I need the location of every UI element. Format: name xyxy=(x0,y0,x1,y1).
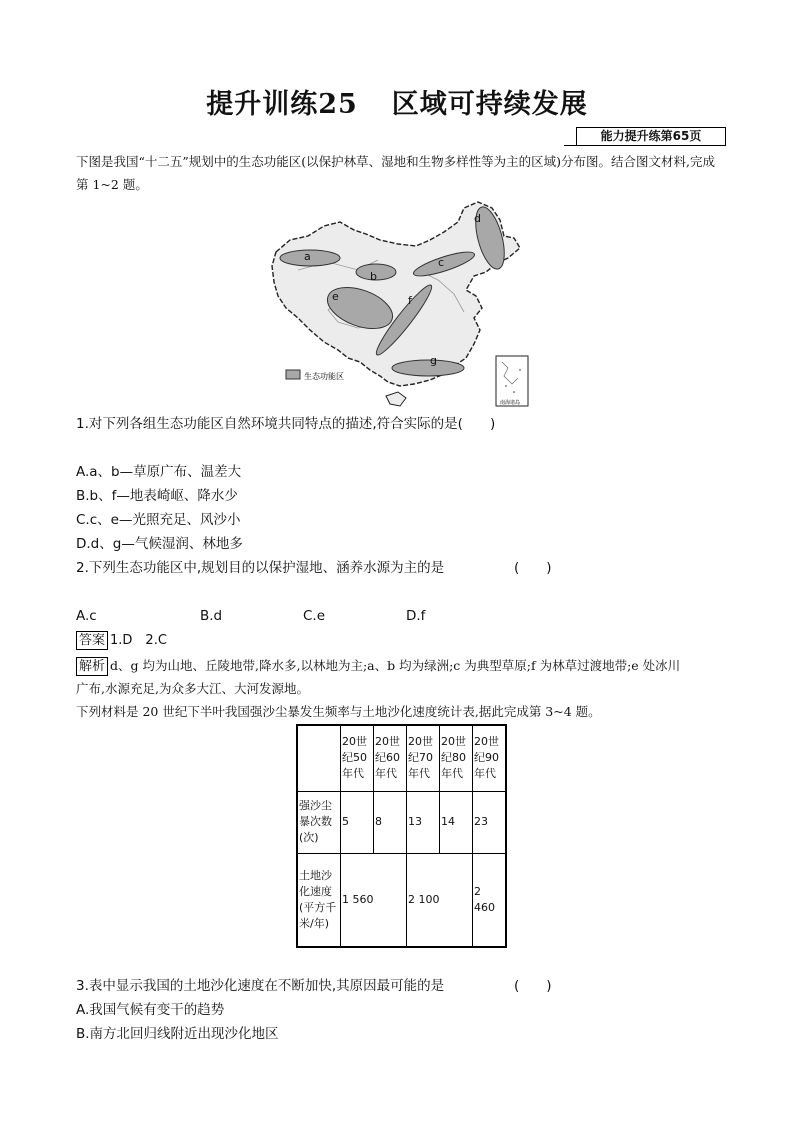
zone-label-e: e xyxy=(332,290,339,303)
south-china-sea-inset xyxy=(496,356,528,406)
table-cell: 2 460 xyxy=(473,853,507,947)
intro-text: 下图是我国“十二五”规划中的生态功能区(以保护林草、湿地和生物多样性等为主的区域)分布图。结合图文材料,完成第 1~2 题。 xyxy=(76,154,716,192)
title-main: 提升训练25 xyxy=(206,89,358,120)
answer-tag: 答案 xyxy=(76,631,108,650)
table-row-label-sandstorm: 强沙尘暴次数(次) xyxy=(297,791,341,853)
question-1-option-a: A.a、b—草原广布、温差大 xyxy=(76,464,242,480)
analysis-tag: 解析 xyxy=(76,657,108,676)
table-cell: 8 xyxy=(374,791,407,853)
table-row-desertification xyxy=(297,853,506,947)
zone-label-c: c xyxy=(438,256,445,269)
legend-label: 生态功能区 xyxy=(304,372,344,381)
legend-swatch xyxy=(286,370,300,379)
question-2-stem: 2.下列生态功能区中,规划目的以保护湿地、涵养水源为主的是 xyxy=(76,560,445,576)
title-sub: 区域可持续发展 xyxy=(391,89,588,120)
table-cell: 2 100 xyxy=(407,853,473,947)
answer-line xyxy=(76,629,167,653)
analysis-line-2: 广布,水源充足,为众多大江、大河发源地。 xyxy=(76,681,309,696)
question-2-option-a: A.c xyxy=(76,608,97,624)
question-3-option-b: B.南方北回归线附近出现沙化地区 xyxy=(76,1026,279,1042)
zone-label-d: d xyxy=(474,212,481,225)
zone-label-g: g xyxy=(430,354,437,367)
zone-g xyxy=(392,360,464,376)
table-row-label-desertification: 土地沙化速度(平方千米/年) xyxy=(297,853,341,947)
inset-label: 南海诸岛 xyxy=(500,400,521,406)
table-header-90s: 20世纪90年代 xyxy=(473,725,507,791)
question-1-option-d: D.d、g—气候湿润、林地多 xyxy=(76,536,243,552)
question-2-option-b: B.d xyxy=(200,608,223,624)
question-2-option-d: D.f xyxy=(406,608,426,624)
question-1-option-b: B.b、f—地表崎岖、降水少 xyxy=(76,488,238,504)
analysis-line-1 xyxy=(76,654,726,677)
question-1-stem: 1.对下列各组生态功能区自然环境共同特点的描述,符合实际的是( ) xyxy=(76,416,496,432)
question-2-answer-paren: ( ) xyxy=(514,560,552,576)
zone-label-b: b xyxy=(370,270,377,283)
question-3-answer-paren: ( ) xyxy=(514,978,552,994)
table-header-80s: 20世纪80年代 xyxy=(440,725,473,791)
page-title xyxy=(0,82,794,121)
table-header-row xyxy=(297,725,506,791)
question-3-stem: 3.表中显示我国的土地沙化速度在不断加快,其原因最可能的是 xyxy=(76,978,445,994)
page-ref-box: 能力提升练第65页 xyxy=(576,127,726,146)
table-cell: 13 xyxy=(407,791,440,853)
zone-label-a: a xyxy=(304,250,311,263)
question-1-option-c: C.c、e—光照充足、风沙小 xyxy=(76,512,241,528)
table-header-60s: 20世纪60年代 xyxy=(374,725,407,791)
answer-text: 1.D 2.C xyxy=(110,633,167,648)
table-cell: 14 xyxy=(440,791,473,853)
table-cell: 5 xyxy=(341,791,374,853)
table-cell: 1 560 xyxy=(341,853,407,947)
zone-label-f: f xyxy=(408,294,412,307)
sandstorm-table xyxy=(296,724,507,948)
map-legend xyxy=(286,370,344,381)
question-2-option-c: C.e xyxy=(303,608,326,624)
table-row-sandstorm xyxy=(297,791,506,853)
ecological-zone-map xyxy=(268,200,532,410)
analysis-text-1: d、g 均为山地、丘陵地带,降水多,以林地为主;a、b 均为绿洲;c 为典型草原;f 为林草过渡地带;e 处冰川 xyxy=(110,658,681,673)
table-header-50s: 20世纪50年代 xyxy=(341,725,374,791)
table-corner-cell xyxy=(297,725,341,791)
table-header-70s: 20世纪70年代 xyxy=(407,725,440,791)
question-3-option-a: A.我国气候有变干的趋势 xyxy=(76,1002,225,1018)
table-cell: 23 xyxy=(473,791,507,853)
intro-2-text: 下列材料是 20 世纪下半叶我国强沙尘暴发生频率与土地沙化速度统计表,据此完成第 3~4 题。 xyxy=(76,704,601,719)
